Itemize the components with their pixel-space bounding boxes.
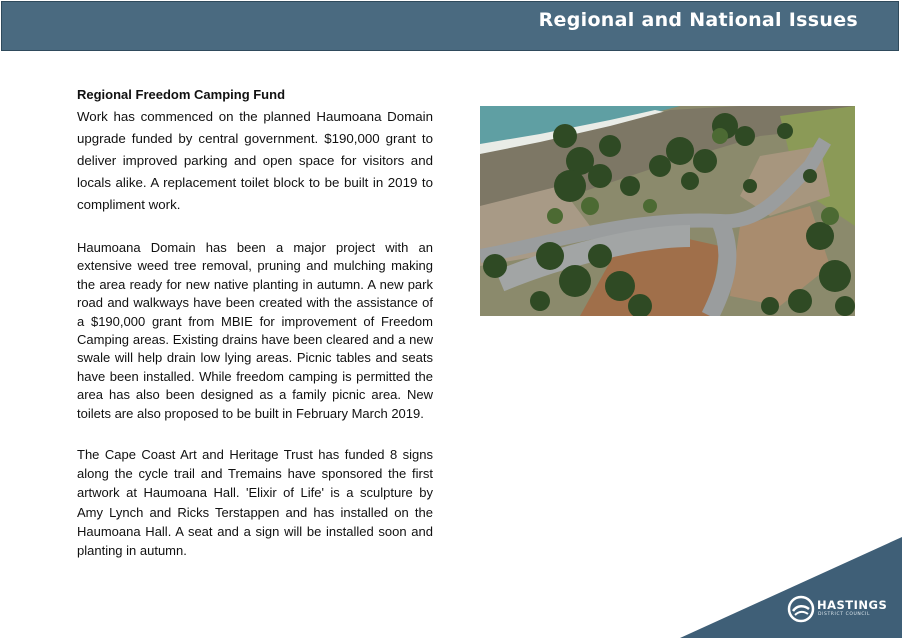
paragraph-upgrade: Work has commenced on the planned Haumoana Domain upgrade funded by central government. $190,000 grant to deliver improved parking and open space for visitors and locals alike. A replacement toilet block to be built in 2019 to compliment work. (77, 109, 433, 212)
page-title: Regional and National Issues (538, 9, 858, 31)
logo-subtitle: DISTRICT COUNCIL (818, 612, 871, 617)
hastings-logo-icon (787, 595, 815, 623)
paragraph-project: Haumoana Domain has been a major project with an extensive weed tree removal, pruning and mulching making the area ready for new native planting in autumn. A new park road and walkways have been created with the assistance of a $190,000 grant from MBIE for improvement of Freedom Camping areas. Existing drains have been cleared and a new swale will help drain low lying areas. Picnic tables and seats have been installed. While freedom camping is permitted the area has also been designed as a family picnic area. New toilets are also proposed to be built in February March 2019. (77, 240, 433, 421)
logo-name: HASTINGS (817, 598, 888, 612)
section-heading: Regional Freedom Camping Fund (77, 87, 286, 102)
paragraph-art-trust: The Cape Coast Art and Heritage Trust has funded 8 signs along the cycle trail and Tremains have sponsored the first artwork at Haumoana Hall. 'Elixir of Life' is a sculpture by Amy Lynch and Ricks Terstappen and has installed on the Haumoana Hall. A seat and a sign will be installed soon and planting in autumn. (77, 447, 433, 559)
